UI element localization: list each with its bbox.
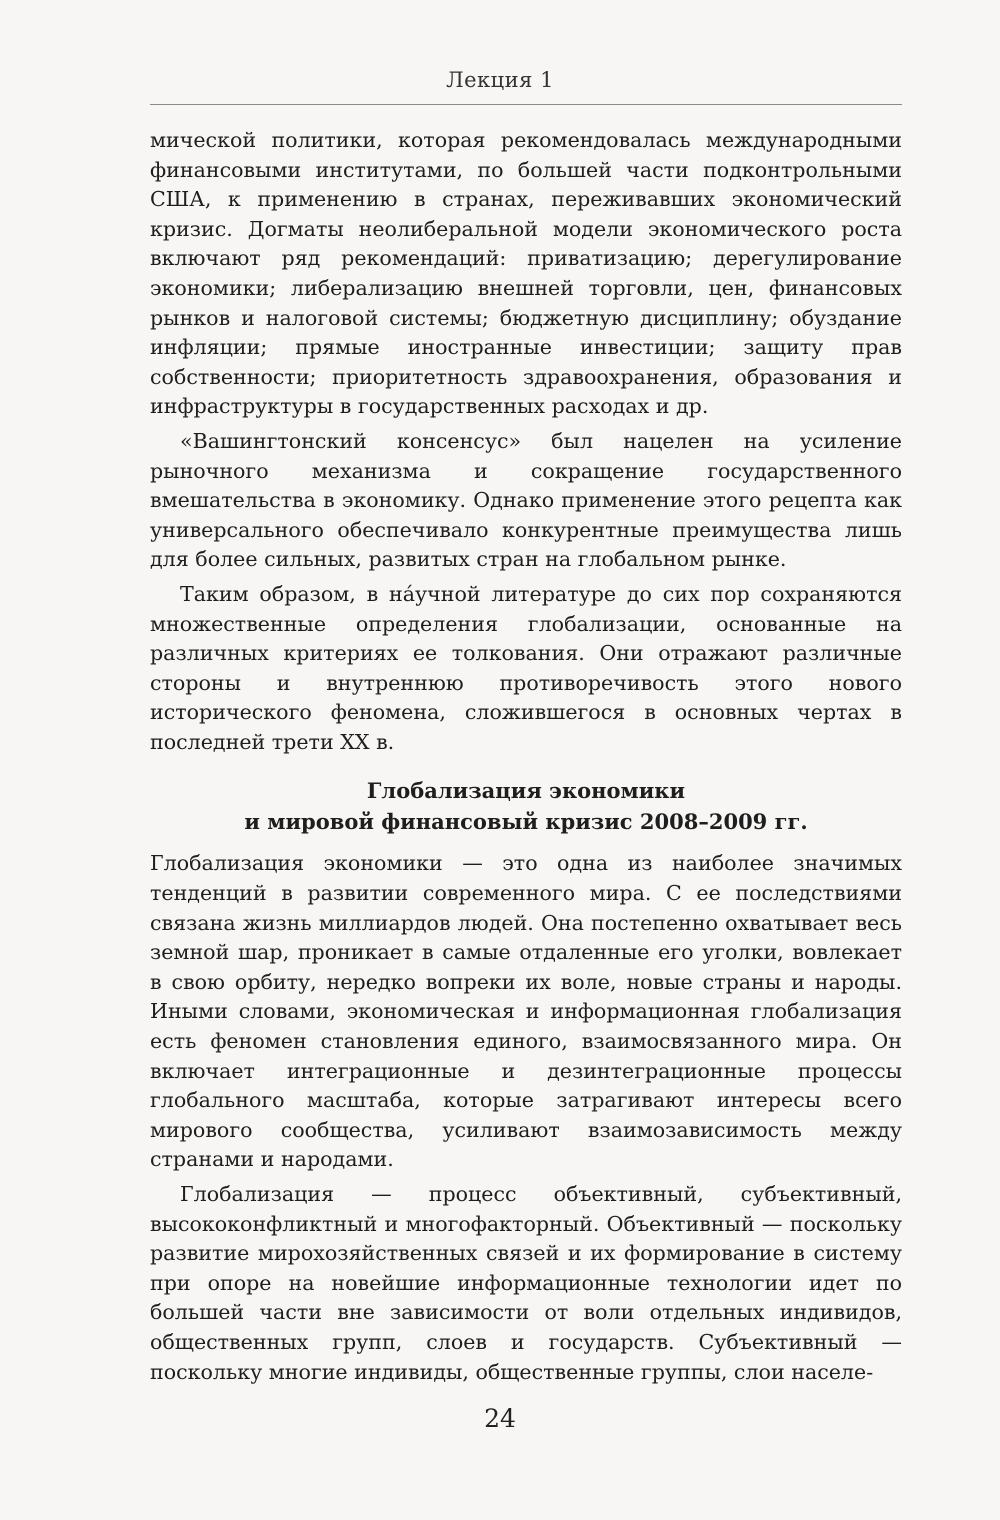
section-heading xyxy=(150,775,902,837)
paragraph: Глобализация экономики — это одна из наиболее значимых тенденций в развитии современного мира. С ее последствиями связана жизнь миллиардов людей. Она постепенно охватывает весь земной шар, проникает в самые отдаленные его уголки, вовлекает в свою орбиту, нередко вопреки их воле, новые страны и народы. Иными словами, экономическая и информационная глобализация есть феномен становления единого, взаимосвязанного мира. Он включает интеграционные и дезинтеграционные процессы глобального масштаба, которые затрагивают интересы всего мирового сообщества, усиливают взаимозависимость между странами и народами. xyxy=(150,851,902,1172)
page-number: 24 xyxy=(484,1404,516,1433)
section-heading-line-1: Глобализация экономики xyxy=(366,778,686,804)
paragraph: Таким образом, в на́учной литературе до сих пор сохраняются множественные определения глобализации, основанные на различных критериях ее толкования. Они отражают различные стороны и внутреннюю противоречивость этого нового исторического феномена, сложившегося в основных чертах в последней трети XX в. xyxy=(150,581,902,754)
paragraph-continuation: мической политики, которая рекомендовалась международными финансовыми институтами, по большей части подконтрольными США, к применению в странах, переживавших экономический кризис. Догматы неолиберальной модели экономического роста включают ряд рекомендаций: приватизацию; дерегулирование экономики; либерализацию внешней торговли, цен, финансовых рынков и налоговой системы; бюджетную дисциплину; обуздание инфляции; прямые иностранные инвестиции; защиту прав собственности; приоритетность здравоохранения, образования и инфраструктуры в государственных расходах и др. xyxy=(150,128,902,419)
paragraph: Глобализация — процесс объективный, субъективный, высококонфликтный и многофакторный. Объективный — поскольку развитие мирохозяйственных связей и их формирование в систему при опоре на новейшие информационные технологии идет по большей части вне зависимости от воли отдельных индивидов, общественных групп, слоев и государств. Субъективный — поскольку многие индивиды, общественные группы, слои населе- xyxy=(150,1182,902,1384)
section-heading-line-2: и мировой финансовый кризис 2008–2009 гг. xyxy=(244,809,808,835)
running-head: Лекция 1 xyxy=(446,68,554,92)
body-text xyxy=(150,126,902,1387)
paragraph: «Вашингтонский консенсус» был нацелен на усиление рыночного механизма и сокращение государственного вмешательства в экономику. Однако применение этого рецепта как универсального обеспечивало конкурентные преимущества лишь для более сильных, развитых стран на глобальном рынке. xyxy=(150,428,902,572)
header-rule xyxy=(150,104,902,105)
